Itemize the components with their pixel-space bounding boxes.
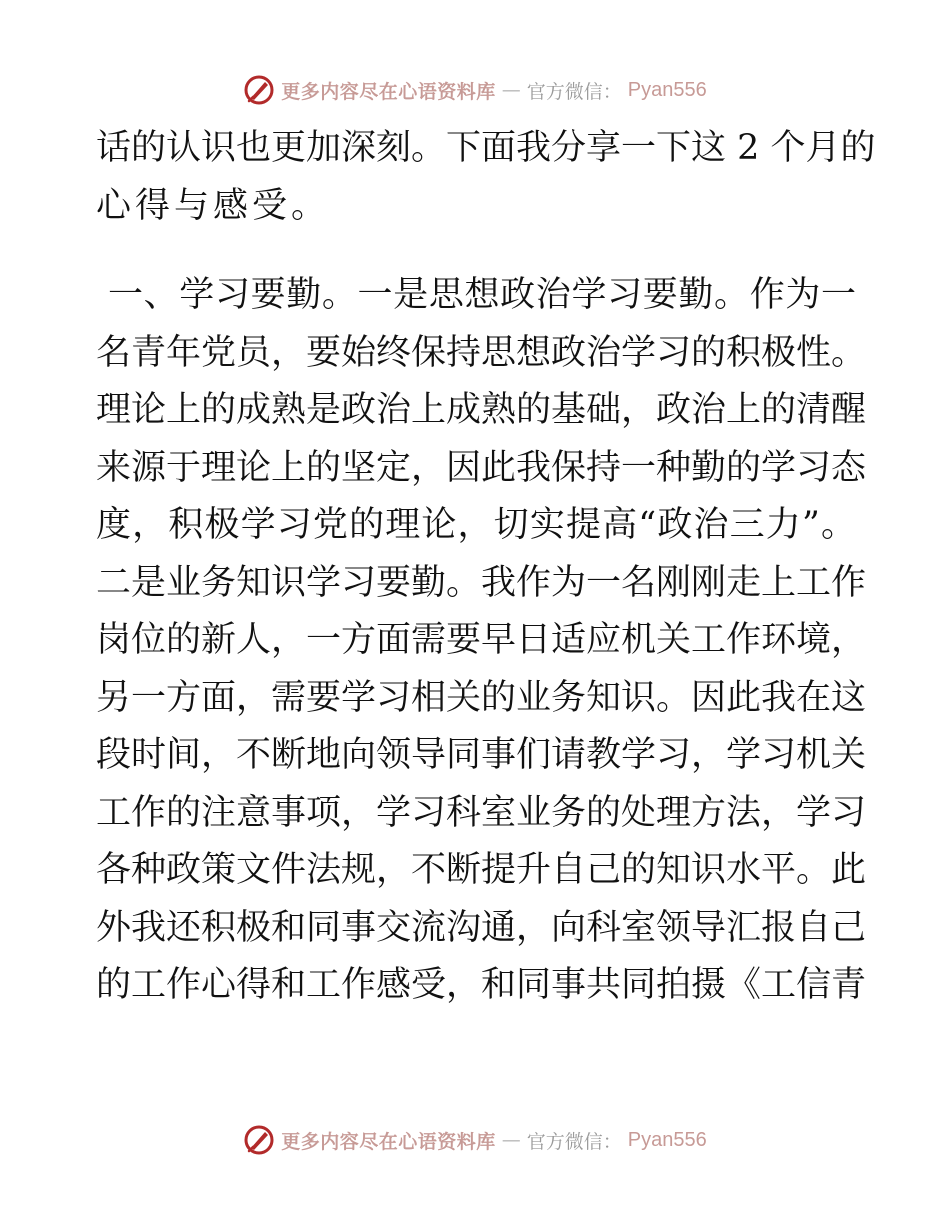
text-line: 名青年党员，要始终保持思想政治学习的积极性。: [96, 332, 867, 373]
text-line: 二是业务知识学习要勤。我作为一名刚刚走上工作: [96, 562, 867, 603]
document-body: [96, 120, 876, 1015]
text-line: 的工作心得和工作感受，和同事共同拍摄《工信青: [96, 965, 867, 1005]
text-line: 心得与感受。: [96, 185, 331, 226]
watermark-separator: —: [501, 1129, 521, 1151]
quill-seal-icon: [243, 1124, 275, 1156]
text-line: 岗位的新人，一方面需要早日适应机关工作环境，: [96, 620, 867, 660]
footer-watermark: [0, 1122, 950, 1158]
text-line: 来源于理论上的坚定，因此我保持一种勤的学习态: [96, 447, 867, 488]
text-line: 各种政策文件法规，不断提升自己的知识水平。此: [96, 850, 867, 890]
watermark-wechat-id: Pyan556: [627, 78, 707, 101]
watermark-separator: —: [501, 79, 521, 101]
paragraph: [96, 267, 867, 1015]
text-line: 度，积极学习党的理论，切实提高“政治三力”。: [96, 505, 856, 545]
text-line: 话的认识也更加深刻。下面我分享一下这 2 个月的: [96, 128, 876, 168]
text-line: 外我还积极和同事交流沟通，向科室领导汇报自己: [96, 907, 867, 948]
paragraph: [96, 120, 876, 235]
quill-seal-icon: [243, 74, 275, 106]
watermark-wechat-id: Pyan556: [627, 1128, 707, 1151]
section-heading-line: 一、学习要勤。一是思想政治学习要勤。作为一: [108, 275, 856, 315]
header-watermark: [0, 72, 950, 108]
text-line: 段时间，不断地向领导同事们请教学习，学习机关: [96, 735, 867, 775]
text-line: 另一方面，需要学习相关的业务知识。因此我在这: [96, 677, 867, 718]
watermark-wechat-label: 官方微信：: [526, 80, 622, 103]
watermark-text: 更多内容尽在心语资料库: [281, 80, 496, 103]
watermark-text: 更多内容尽在心语资料库: [281, 1130, 496, 1153]
text-line: 理论上的成熟是政治上成熟的基础，政治上的清醒: [96, 390, 867, 430]
watermark-wechat-label: 官方微信：: [526, 1130, 622, 1153]
text-line: 工作的注意事项，学习科室业务的处理方法，学习: [96, 792, 867, 833]
